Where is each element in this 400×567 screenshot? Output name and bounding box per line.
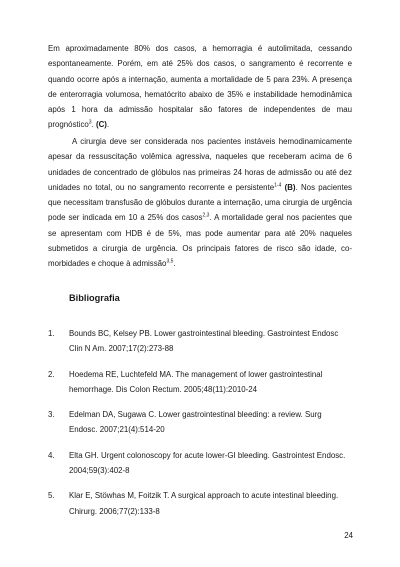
- reference-item: [48, 367, 352, 398]
- citation-superscript: 2,3: [202, 212, 210, 219]
- citation-superscript: 3,5: [166, 258, 174, 265]
- reference-item: [48, 407, 352, 438]
- reference-text: Bounds BC, Kelsey PB. Lower gastrointestinal bleeding. Gastrointest Endosc Clin N Am. 2007;17(2):273-88: [69, 329, 339, 354]
- page-number: 24: [344, 531, 353, 540]
- paragraph-text: .: [173, 259, 176, 269]
- citation-superscript: 3: [88, 119, 92, 126]
- reference-number: 2.: [48, 369, 55, 379]
- reference-text: Hoedema RE, Luchtefeld MA. The management of lower gastrointestinal hemorrhage. Dis Colon Rectum. 2005;48(11):2010-24: [69, 369, 323, 394]
- reference-item: [48, 448, 352, 479]
- reference-list: [48, 326, 352, 529]
- paragraph-surgery: [48, 134, 352, 272]
- reference-item: [48, 326, 352, 357]
- reference-number: 5.: [48, 491, 55, 501]
- paragraph-prognosis: [48, 41, 352, 133]
- paragraph-text: Em aproximadamente 80% dos casos, a hemorragia é autolimitada, cessando espontaneamente. Porém, em até 25% dos casos, o sangramento é recorrente e quando ocorre após a internação, aumenta a mortalidade de 5 para 23%. A presença de enterorragia volumosa, hematócrito abaixo de 35% e instabilidade hemodinâmica após 1 hora da admissão hospitalar são fatores de independentes de mau prognóstico: [48, 44, 352, 130]
- citation-superscript: 1-4: [274, 182, 282, 189]
- paragraph-text: . Nos pacientes que necessitam transfusão de glóbulos durante a internação, uma cirurgia de urgência pode ser indicada em 10 a 25% dos casos: [48, 182, 352, 223]
- reference-number: 3.: [48, 410, 55, 420]
- reference-text: Edelman DA, Sugawa C. Lower gastrointestinal bleeding: a review. Surg Endosc. 2007;21(4):514-20: [69, 410, 322, 435]
- paragraph-text: .: [91, 120, 96, 130]
- reference-number: 1.: [48, 329, 55, 338]
- evidence-grade: (B): [284, 182, 296, 192]
- paragraph-text: .: [106, 120, 110, 130]
- evidence-grade: (C): [95, 120, 107, 130]
- reference-text: Klar E, Stöwhas M, Foitzik T. A surgical approach to acute intestinal bleeding. Chirurg. 2006;77(2):133-8: [69, 491, 339, 516]
- reference-text: Elta GH. Urgent colonoscopy for acute lower-GI bleeding. Gastrointest Endosc. 2004;59(3):402-8: [69, 450, 346, 476]
- paragraph-text: A cirurgia deve ser considerada nos pacientes instáveis hemodinamicamente apesar da ressuscitação volêmica agressiva, naqueles que receberam acima de 6 unidades de concentrado de glóbulos nas primeiras 24 horas de admissão ou até dez unidades no total, ou no sangramento recorrente e persistente: [48, 137, 352, 192]
- reference-item: [48, 488, 352, 519]
- paragraph-text: . A mortalidade geral nos pacientes que se apresentam com HDB é de 5%, mas pode aumentar para até 20% naqueles submetidos a cirurgia de urgência. Os principais fatores de risco são idade, co-morbidades e choque à admissão: [48, 213, 352, 269]
- reference-number: 4.: [48, 450, 55, 460]
- bibliography-heading: Bibliografia: [69, 293, 120, 303]
